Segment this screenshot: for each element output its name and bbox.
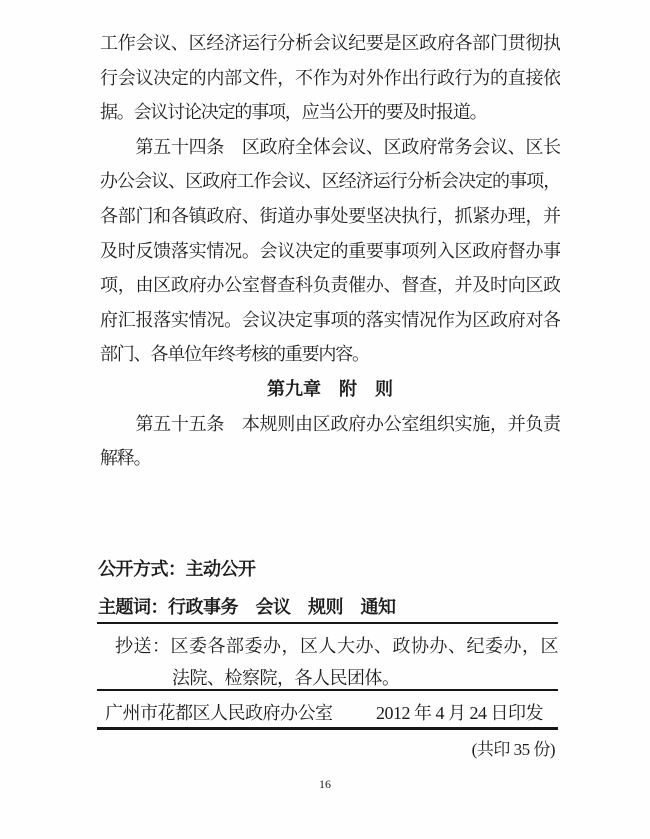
- cc-line-2: 法院、检察院，各人民团体。: [172, 668, 400, 688]
- chapter-heading: 第九章 附 则: [267, 378, 393, 399]
- publicity-method-line: 公开方式：主动公开: [98, 559, 256, 579]
- issuing-office: 广州市花都区人民政府办公室: [105, 703, 333, 723]
- body-line: 项，由区政府办公室督查科负责催办、督查，并及时向区政: [100, 275, 560, 296]
- body-line: 各部门和各镇政府、街道办事处要坚决执行，抓紧办理，并: [100, 205, 560, 226]
- separator-rule-bottom: [97, 727, 558, 730]
- page-number: 16: [319, 777, 331, 791]
- cc-recipients-1: 区委各部委办，区人大办、政协办、纪委办，区: [170, 636, 558, 656]
- separator-rule-middle: [97, 689, 558, 691]
- body-line: 办公会议、区政府工作会议、区经济运行分析会决定的事项，: [100, 171, 560, 192]
- body-line: 及时反馈落实情况。会议决定的重要事项列入区政府督办事: [100, 240, 560, 261]
- body-line-article-54: 第五十四条 区政府全体会议、区政府常务会议、区长: [100, 136, 560, 157]
- body-line: 部门、各单位年终考核的重要内容。: [100, 344, 369, 365]
- print-copies: (共印 35 份): [471, 740, 555, 759]
- issuer-row: [105, 702, 543, 724]
- separator-rule-top: [97, 622, 558, 624]
- cc-label: 抄送：: [115, 636, 171, 656]
- body-line-article-55: 第五十五条 本规则由区政府办公室组织实施，并负责: [100, 413, 560, 434]
- subject-keywords-line: 主题词：行政事务 会议 规则 通知: [98, 597, 396, 617]
- cc-line-1: [115, 635, 558, 657]
- body-line: 工作会议、区经济运行分析会议纪要是区政府各部门贯彻执: [100, 33, 560, 53]
- body-text: [100, 26, 560, 476]
- issue-date: 2012 年 4 月 24 日印发: [376, 703, 543, 723]
- body-line: 行会议决定的内部文件，不作为对外作出行政行为的直接依: [100, 67, 560, 88]
- body-line: 府汇报落实情况。会议决定事项的落实情况作为区政府对各: [100, 309, 560, 330]
- body-line: 解释。: [100, 448, 151, 469]
- body-line: 据。会议讨论决定的事项，应当公开的要及时报道。: [100, 102, 487, 123]
